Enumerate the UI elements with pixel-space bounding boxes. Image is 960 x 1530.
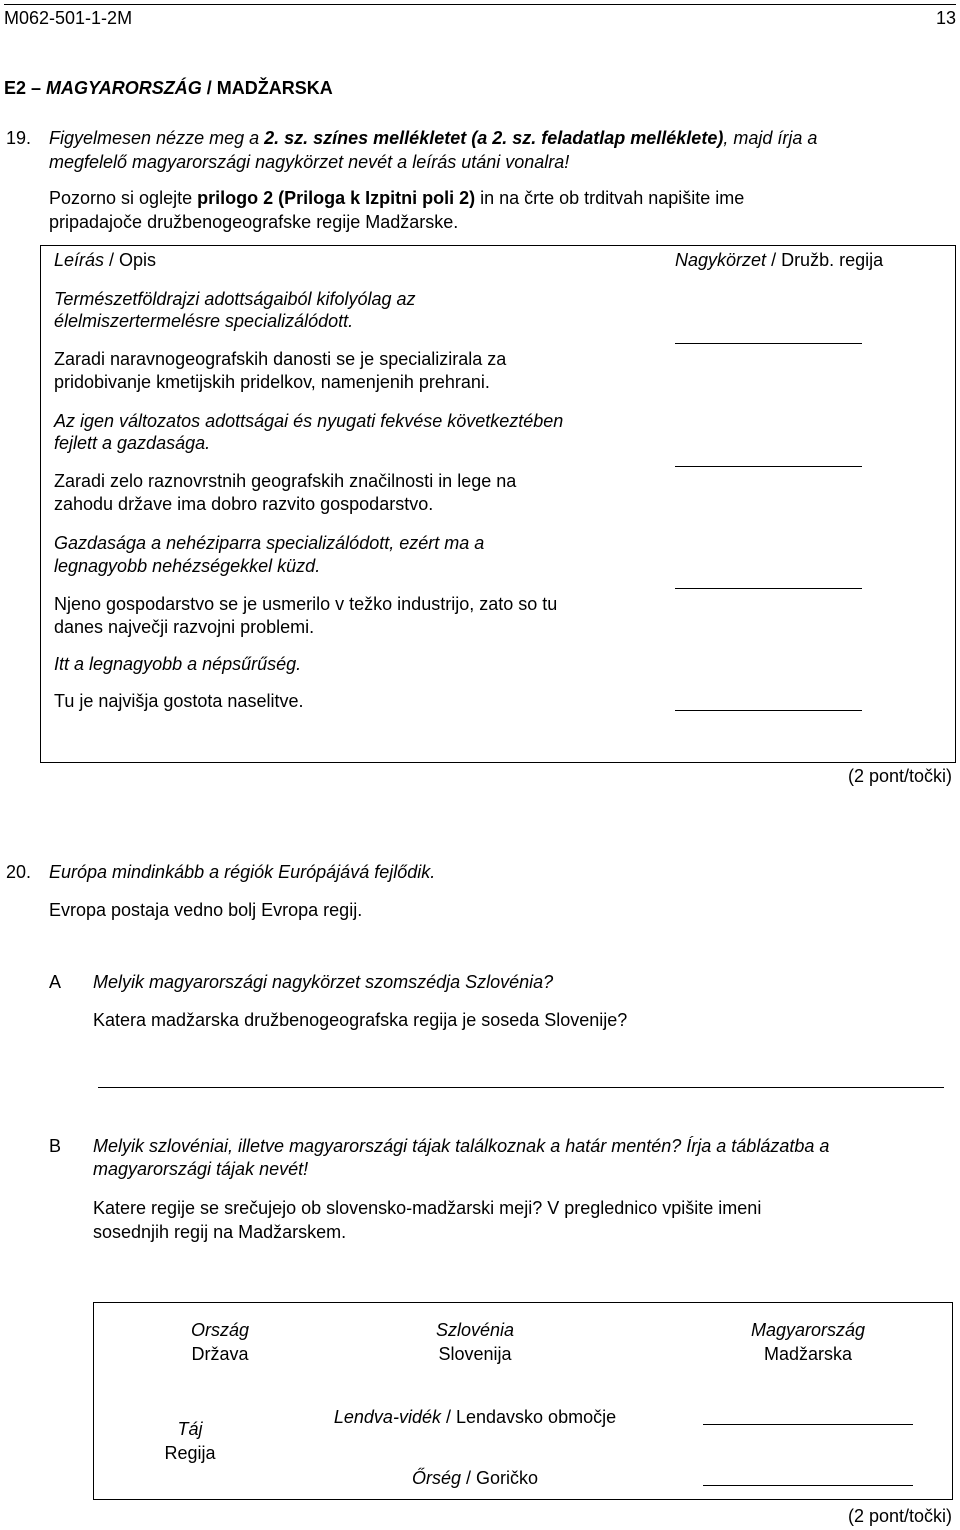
question-b-sl-line2: sosednjih regij na Madžarskem. <box>93 1222 347 1242</box>
table-row1-sl: / Lendavsko območje <box>445 1407 617 1427</box>
task19-hu-text-2: , majd írja a <box>723 128 818 148</box>
item1-hu-line2: élelmiszertermelésre specializálódott. <box>54 311 354 331</box>
header-rule <box>4 4 956 5</box>
task19-sl-bold: prilogo 2 (Priloga k Izpitni poli 2) <box>197 188 476 208</box>
task19-hu-text: Figyelmesen nézze meg a <box>49 128 265 148</box>
section-title-sl: MADŽARSKA <box>216 78 333 98</box>
task20-sl: Evropa postaja vedno bolj Evropa regij. <box>49 900 363 920</box>
task19-points: (2 pont/točki) <box>847 766 952 786</box>
question-b-sl-line1: Katere regije se srečujejo ob slovensko-madžarski meji? V preglednico vpišite imeni <box>93 1198 762 1218</box>
question-a-answer-line[interactable] <box>98 1087 944 1088</box>
item2-answer-line[interactable] <box>675 466 862 467</box>
task19-number: 19. <box>6 128 32 148</box>
item4-hu-line1: Itt a legnagyobb a népsűrűség. <box>54 654 302 674</box>
table-region-hu: Táj <box>177 1419 203 1439</box>
item3-hu-line1: Gazdasága a nehéziparra specializálódott, ezért ma a <box>54 533 485 553</box>
section-title <box>4 76 333 100</box>
table-country-sl: Država <box>191 1344 249 1364</box>
item2-hu-line2: fejlett a gazdasága. <box>54 433 211 453</box>
question-b-hu-line1: Melyik szlovéniai, illetve magyarországi tájak találkoznak a határ mentén? Írja a táblázatba a <box>93 1136 830 1156</box>
page-number: 13 <box>935 8 956 28</box>
table-slovenia-sl: Slovenija <box>438 1344 512 1364</box>
question-a-letter: A <box>49 972 62 992</box>
table-row1-answer-line[interactable] <box>703 1424 913 1425</box>
col-description-hu: Leírás <box>54 250 105 270</box>
task19-instruction-hu <box>49 126 817 150</box>
section-title-sep: / <box>206 78 212 98</box>
table-row2-answer-line[interactable] <box>703 1485 913 1486</box>
table-slovenia-hu: Szlovénia <box>435 1320 515 1340</box>
item1-sl-line2: pridobivanje kmetijskih pridelkov, namenjenih prehrani. <box>54 372 490 392</box>
question-a-hu: Melyik magyarországi nagykörzet szomszédja Szlovénia? <box>93 972 554 992</box>
task19-instruction-hu-line2: megfelelő magyarországi nagykörzet nevét a leírás utáni vonalra! <box>49 152 570 172</box>
item3-sl-line1: Njeno gospodarstvo se je usmerilo v težko industrijo, zato so tu <box>54 594 558 614</box>
task19-hu-bold: 2. sz. színes mellékletet (a 2. sz. feladatlap melléklete) <box>264 128 724 148</box>
table-row2-region <box>300 1466 650 1490</box>
item2-sl-line1: Zaradi zelo raznovrstnih geografskih značilnosti in lege na <box>54 471 517 491</box>
task19-sl-text: Pozorno si oglejte <box>49 188 198 208</box>
item2-hu-line1: Az igen változatos adottságai és nyugati fekvése következtében <box>54 411 564 431</box>
table-region-sl: Regija <box>164 1443 216 1463</box>
table-row1-hu: Lendva-vidék <box>333 1407 441 1427</box>
col-region-header <box>675 248 883 272</box>
task19-instruction-sl-line2: pripadajoče družbenogeografske regije Madžarske. <box>49 212 459 232</box>
col-description-sl: / Opis <box>109 250 157 270</box>
document-code: M062-501-1-2M <box>4 8 133 28</box>
col-description-header <box>54 248 156 272</box>
table-hungary-sl: Madžarska <box>763 1344 853 1364</box>
task20-number: 20. <box>6 862 32 882</box>
table-row2-hu: Őrség <box>411 1468 461 1488</box>
item4-answer-line[interactable] <box>675 710 862 711</box>
item4-sl-line1: Tu je najvišja gostota naselitve. <box>54 691 304 711</box>
table-row1-region <box>300 1405 650 1429</box>
question-b-letter: B <box>49 1136 62 1156</box>
item1-sl-line1: Zaradi naravnogeografskih danosti se je specializirala za <box>54 349 507 369</box>
task20-points: (2 pont/točki) <box>847 1506 952 1526</box>
item3-sl-line2: danes največji razvojni problemi. <box>54 617 315 637</box>
item3-hu-line2: legnagyobb nehézségekkel küzd. <box>54 556 321 576</box>
question-a-sl: Katera madžarska družbenogeografska regija je soseda Slovenije? <box>93 1010 628 1030</box>
item1-answer-line[interactable] <box>675 343 862 344</box>
table-row2-sl: / Goričko <box>466 1468 539 1488</box>
item2-sl-line2: zahodu države ima dobro razvito gospodarstvo. <box>54 494 434 514</box>
table-hungary-hu: Magyarország <box>750 1320 866 1340</box>
task20-hu: Európa mindinkább a régiók Európájává fejlődik. <box>49 862 436 882</box>
question-b-hu-line2: magyarországi tájak nevét! <box>93 1159 309 1179</box>
section-code: E2 – <box>4 78 42 98</box>
col-region-hu: Nagykörzet <box>675 250 767 270</box>
table-country-hu: Ország <box>190 1320 250 1340</box>
task19-sl-text-2: in na črte ob trditvah napišite ime <box>475 188 745 208</box>
col-region-sl: / Družb. regija <box>771 250 884 270</box>
section-title-hu: MAGYARORSZÁG <box>46 78 202 98</box>
item1-hu-line1: Természetföldrajzi adottságaiból kifolyólag az <box>54 289 416 309</box>
item3-answer-line[interactable] <box>675 588 862 589</box>
task19-instruction-sl <box>49 186 744 210</box>
